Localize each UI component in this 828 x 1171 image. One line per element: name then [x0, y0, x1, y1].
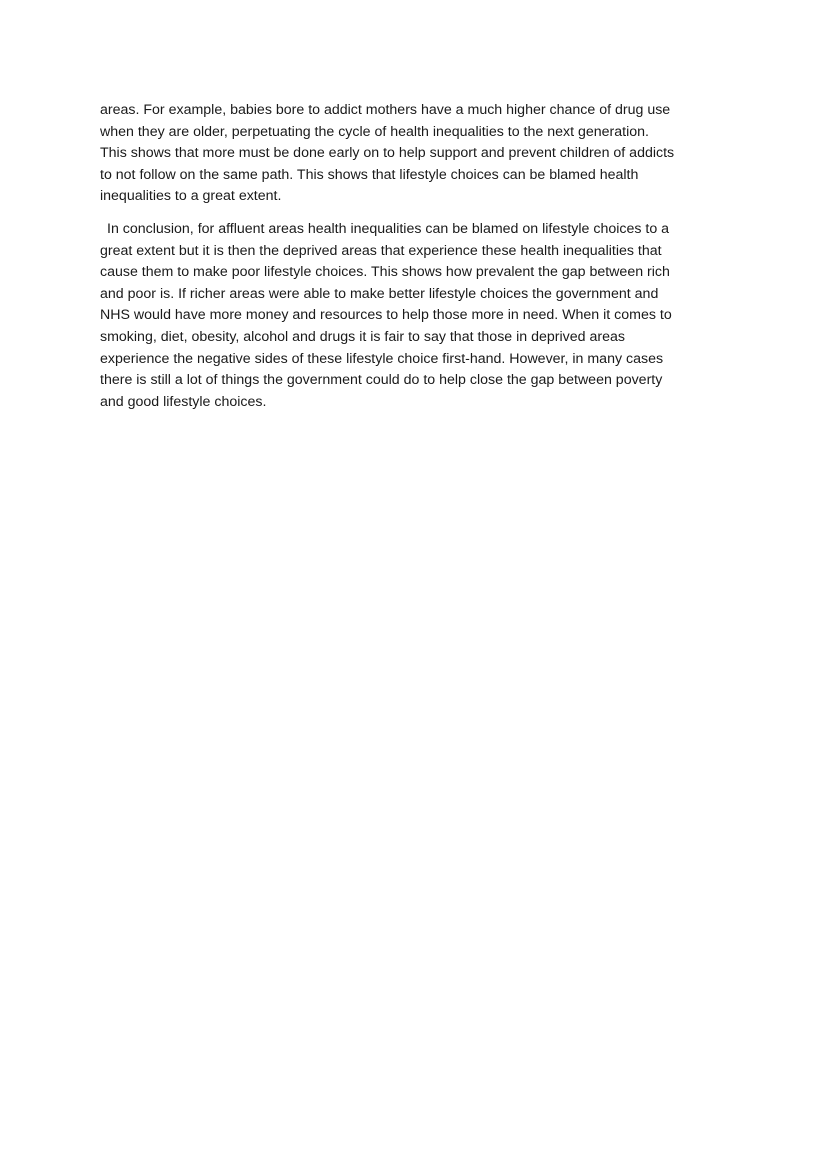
body-text [100, 100, 728, 413]
text-line: to not follow on the same path. This shows that lifestyle choices can be blamed health [100, 166, 639, 183]
text-line: inequalities to a great extent. [100, 188, 282, 205]
text-line: and poor is. If richer areas were able to make better lifestyle choices the government and [100, 285, 659, 302]
text-line: there is still a lot of things the government could do to help close the gap between poverty [100, 372, 663, 389]
text-line: experience the negative sides of these lifestyle choice first-hand. However, in many cases [100, 350, 664, 367]
text-line: great extent but it is then the deprived areas that experience these health inequalities that [100, 242, 662, 259]
text-line: smoking, diet, obesity, alcohol and drugs it is fair to say that those in deprived areas [100, 328, 625, 345]
text-line: This shows that more must be done early on to help support and prevent children of addicts [100, 145, 675, 162]
text-line: NHS would have more money and resources to help those more in need. When it comes to [100, 307, 672, 324]
paragraph-2 [100, 219, 728, 413]
text-line: when they are older, perpetuating the cycle of health inequalities to the next generation. [100, 123, 649, 140]
text-line: and good lifestyle choices. [100, 393, 267, 410]
paragraph-1 [100, 100, 728, 208]
text-line: cause them to make poor lifestyle choices. This shows how prevalent the gap between rich [100, 264, 670, 281]
text-line: In conclusion, for affluent areas health inequalities can be blamed on lifestyle choices to a [107, 220, 670, 237]
text-line: areas. For example, babies bore to addict mothers have a much higher chance of drug use [100, 102, 671, 118]
